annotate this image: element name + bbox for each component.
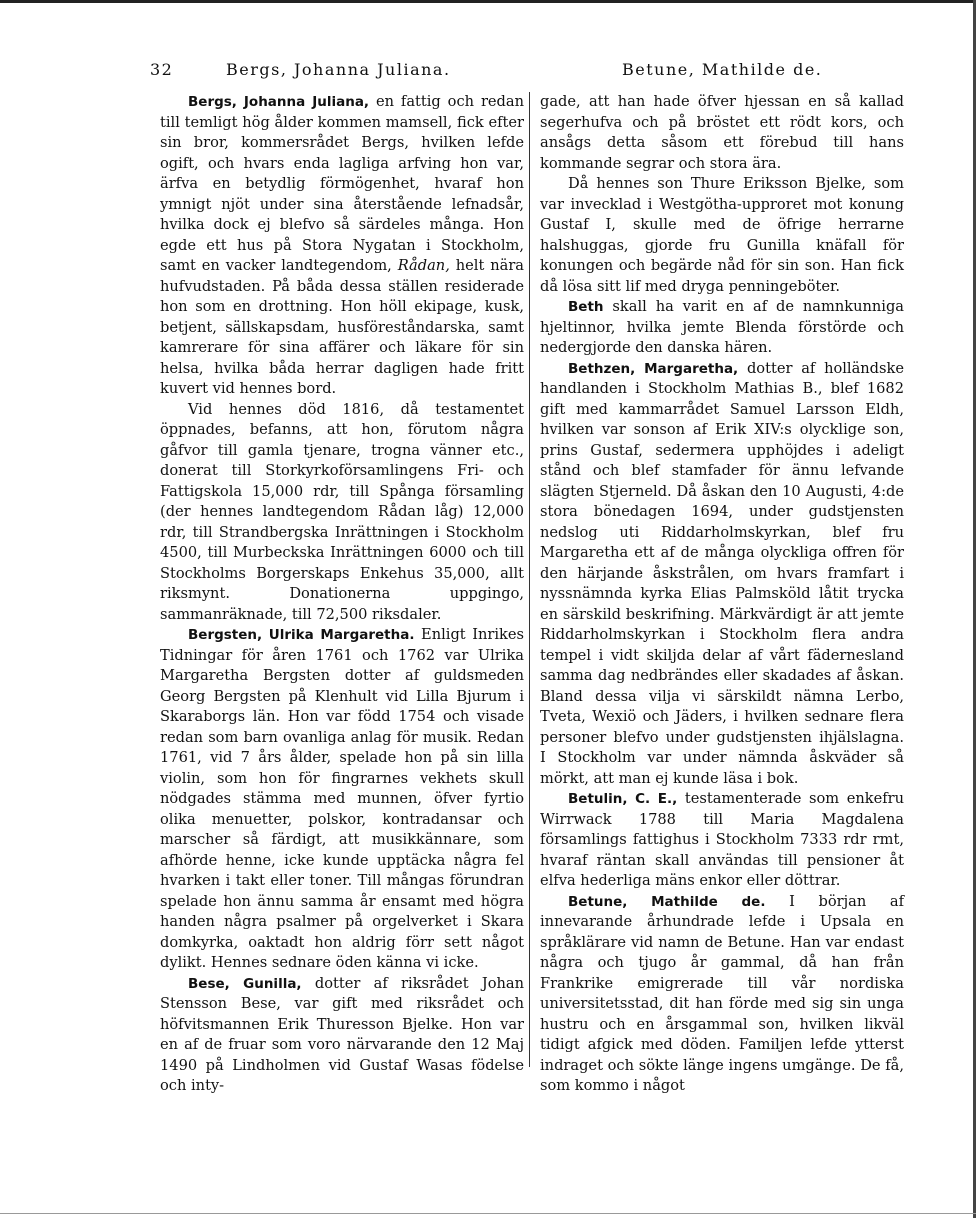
entry-paragraph: Då hennes son Thure Eriksson Bjelke, som var invecklad i Westgötha-upproret mot konung Gustaf I, skulle med de öfrige herrarne halshuggas, gjorde fru Gunilla knäfall för konungen och begärde nåd för sin son. Han fick då lösa sitt lif med dryga penningeböter. <box>540 175 904 295</box>
entry-text: testamenterade som enkefru Wirrwack 1788 till Maria Magdalena församlings fattighus i Stockholm 7333 rdr rmt, hvaraf räntan skall användas till pensioner åt elfva hederliga mäns enkor eller döttrar. <box>540 790 904 889</box>
left-running-head: Bergs, Johanna Juliana. <box>226 60 451 79</box>
scan-edge-top <box>0 0 976 3</box>
entry-text: Enligt Inrikes Tidningar för åren 1761 och 1762 var Ulrika Margaretha Bergsten dotter af guldsmeden Georg Bergsten på Klenhult vid Lilla Bjurum i Skaraborgs län. Hon var född 1754 och visade redan som barn ovanliga anlag för musik. Redan 1761, vid 7 års ålder, spelade hon på sin lilla violin, som hon för fingrarnes vekhets skull nödgades stämma med munnen, öfver fyrtio olika menuetter, polskor, kontradansar och marscher så färdigt, att musikkännare, som afhörde henne, icke kunde upptäcka några fel hvarken i takt eller toner. Till mångas förundran spelade hon ännu samma år ensamt med högra handen några psalmer på orgelverket i Skara domkyrka, oaktadt hon aldrig förr sett något dylikt. Hennes sednare öden känna vi icke. <box>160 626 524 971</box>
entry-headword: Betune, Mathilde de. <box>568 893 766 910</box>
entry-italic-place: Rådan, <box>397 257 450 274</box>
entry-beth <box>540 297 904 359</box>
entry-headword: Bethzen, Margaretha, <box>568 360 739 377</box>
right-running-head: Betune, Mathilde de. <box>622 60 823 79</box>
entry-bethzen <box>540 359 904 790</box>
entry-text: skall ha varit en af de namnkunniga hjeltinnor, hvilka jemte Blenda förstörde och nedergjorde den danska hären. <box>540 298 904 356</box>
entry-betune <box>540 892 904 1097</box>
left-column <box>160 92 524 1097</box>
entry-headword: Bergsten, Ulrika Margaretha. <box>188 627 415 643</box>
entry-text: dotter af riksrådet Johan Stensson Bese, var gift med riksrådet och höfvitsmannen Erik Thuresson Bjelke. Hon var en af de fruar som voro närvarande den 12 Maj 1490 på Lindholmen vid Gustaf Wasas födelse och inty- <box>160 974 524 1094</box>
running-header <box>150 60 910 88</box>
entry-headword: Bese, Gunilla, <box>188 975 302 992</box>
entry-headword: Bergs, Johanna Juliana, <box>188 94 370 110</box>
entry-text: helt nära hufvudstaden. På båda dessa ställen residerade hon som en drottning. Hon höll ekipage, kusk, betjent, sällskapsdam, husföreståndarska, samt kamrerare för sina affärer och läkare för sin helsa, hvilka båda herrar dagligen hade fritt kuvert vid hennes bord. <box>160 257 525 397</box>
right-column <box>540 92 904 1097</box>
entry-text: I början af innevarande århundrade lefde i Upsala en språklärare vid namn de Betune. Han var endast några och tjugo år gammal, då han från Frankrike emigrerade till vår nordiska universitetsstad, dit han förde med sig sin unga hustru och en årsgammal son, hvilken likväl tidigt afgick med döden. Familjen lefde ytterst indraget och sökte länge ingens umgänge. De få, som kommo i något <box>540 892 905 1094</box>
entry-continuation: gade, att han hade öfver hjessan en så kallad segerhufva och på bröstet ett rödt kors, och ansågs detta såsom ett förebud till hans kommande segrar och stora ära. <box>540 93 904 172</box>
entry-bergs <box>160 92 524 400</box>
column-divider <box>529 92 530 1067</box>
entry-headword: Betulin, C. E., <box>568 791 678 807</box>
scan-edge-bottom <box>0 1213 976 1214</box>
entry-headword: Beth <box>568 299 604 315</box>
entry-paragraph: Vid hennes död 1816, då testamentet öppnades, befanns, att hon, förutom några gåfvor till gamla tjenare, trogna vänner etc., donerat till Storkyrkoförsamlingens Fri- och Fattigskola 15,000 rdr, till Spånga församling (der hennes landtegendom Rådan låg) 12,000 rdr, till Strandbergska Inrättningen i Stockholm 4500, till Murbeckska Inrättningen 6000 och till Stockholms Borgerskaps Enkehus 35,000, allt riksmynt. Donationerna uppgingo, sammanräknade, till 72,500 riksdaler. <box>160 400 524 623</box>
entry-betulin <box>540 789 904 892</box>
entry-text: en fattig och redan till temligt hög ålder kommen mamsell, fick efter sin bror, kommersrådet Bergs, hvilken lefde ogift, och hvars enda lagliga arfving hon var, ärfva en betydlig förmögenhet, hvaraf hon ymnigt njöt under sina återstående lefnadsår, hvilka dock ej blefvo så särdeles många. Hon egde ett hus på Stora Nygatan i Stockholm, samt en vacker landtegendom, <box>160 93 524 274</box>
entry-bese <box>160 974 524 1097</box>
page-number: 32 <box>150 60 174 79</box>
entry-bergsten <box>160 625 524 974</box>
entry-text: dotter af holländske handlanden i Stockholm Mathias B., blef 1682 gift med kammarrådet Samuel Larsson Eldh, hvilken var sonson af Erik XIV:s olycklige son, prins Gustaf, sedermera upphöjdes i adeligt stånd och blef stamfader för ännu lefvande slägten Stjerneld. Då åskan den 10 Augusti, 4:de stora bönedagen 1694, under gudstjensten nedslog uti Riddarholmskyrkan, blef fru Margaretha ett af de många olyckliga offren för den härjande åskstrålen, om hvars framfart i nyssnämnda kyrka Elias Palmsköld låtit trycka en särskild beskrifning. Märkvärdigt är att jemte Riddarholmskyrkan i Stockholm flera andra tempel i vidt skiljda delar af vårt fädernesland samma dag nedbrändes eller skadades af åskan. Bland dessa vilja vi särskildt nämna Lerbo, Tveta, Wexiö och Jäders, i hvilken sednare flera personer blefvo under gudstjensten ihjälslagna. I Stockholm var under nämnda åskväder så mörkt, att man ej kunde läsa i bok. <box>540 359 904 787</box>
